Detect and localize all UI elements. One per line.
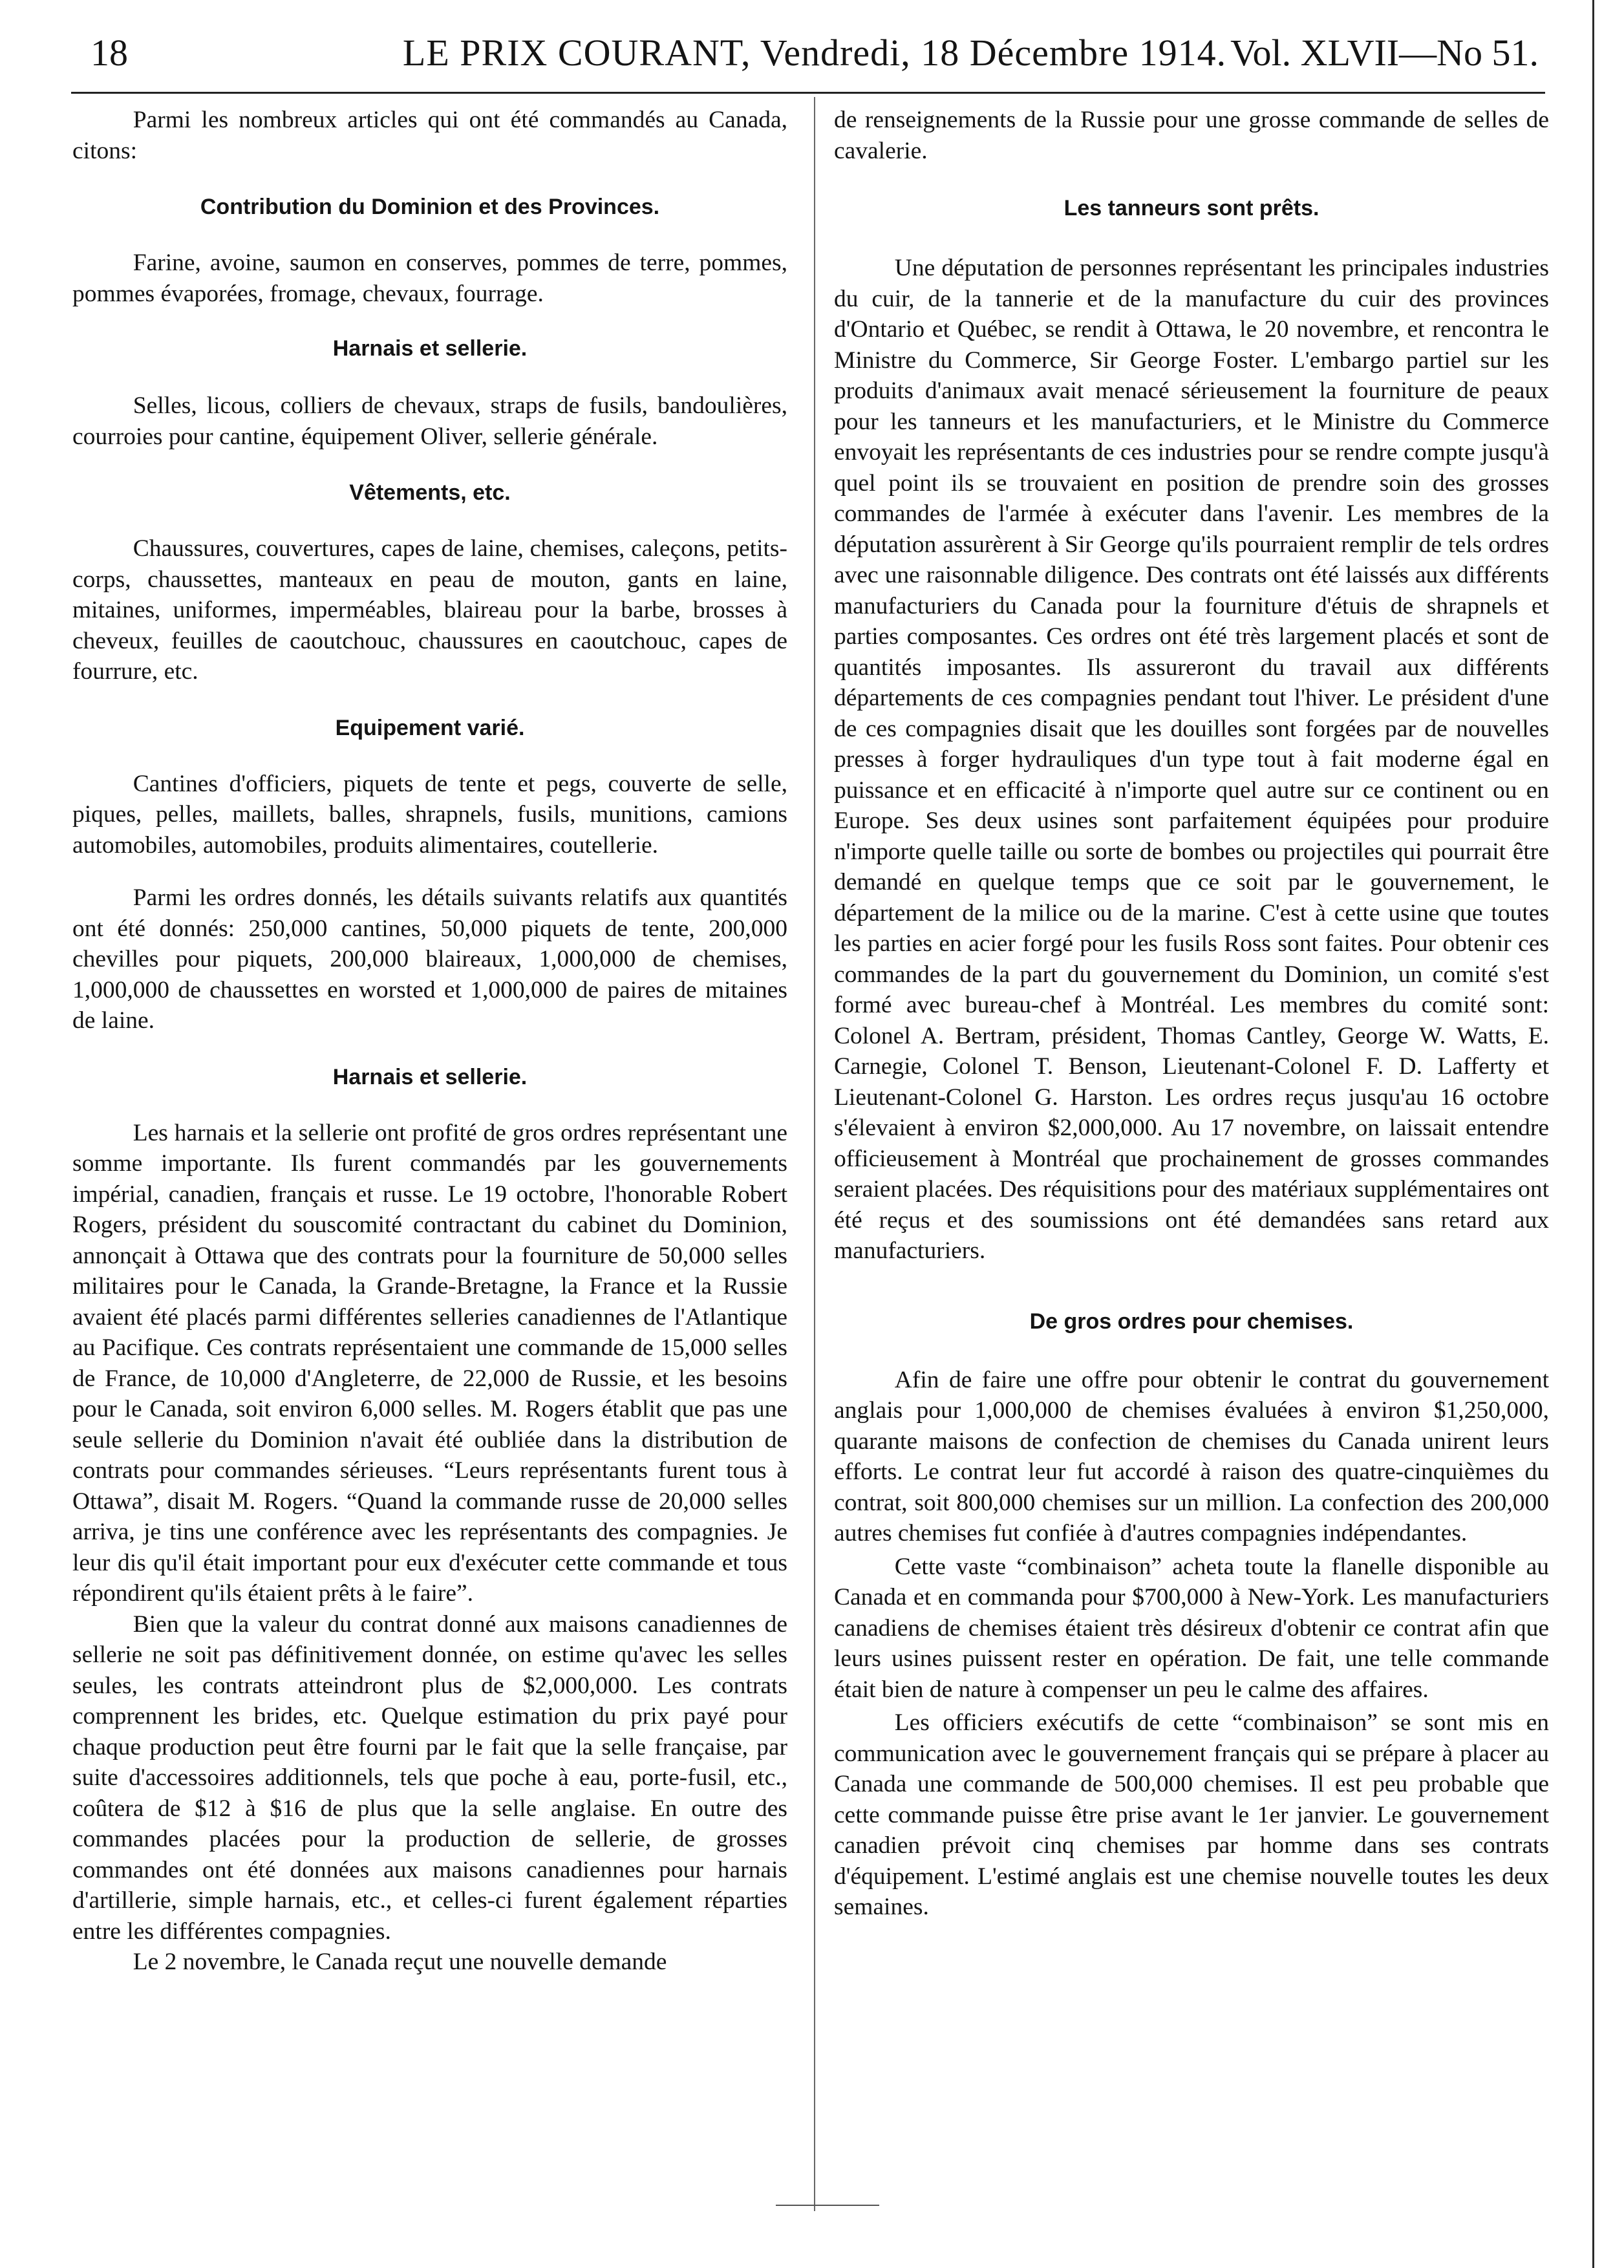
paragraph: Les officiers exécutifs de cette “combinaison” se sont mis en communication avec le gouvernement français qui se prépare à placer au Canada une commande de 500,000 chemises. Il est peu probable que cette commande puisse être prise avant le 1er janvier. Le gouvernement canadien prévoit cinq chemises par homme dans ses contrats d'équipement. L'estimé anglais est une chemise nouvelle toutes les deux semaines. <box>834 1709 1549 1920</box>
header-rule <box>71 92 1545 94</box>
bottom-rule <box>776 2205 879 2206</box>
page-header <box>91 31 1539 83</box>
section-heading: De gros ordres pour chemises. <box>1029 1309 1354 1334</box>
page-number: 18 <box>91 32 128 74</box>
page-edge-line <box>1592 0 1594 2268</box>
paragraph: Cantines d'officiers, piquets de tente et pegs, couverte de selle, piques, pelles, maillets, balles, shrapnels, fusils, munitions, camions automobiles, automobiles, produits alimentaires, coutellerie. <box>72 770 787 859</box>
left-column <box>72 105 787 1978</box>
paragraph: Les harnais et la sellerie ont profité de gros ordres représentant une somme importante. Ils furent commandés par les gouvernements impérial, canadien, français et russe. Le 19 octobre, l'honorable Robert Rogers, président du souscomité contractant du cabinet du Dominion, annonçait à Ottawa que des contrats pour la fourniture de 50,000 selles militaires pour le Canada, la Grande-Bretagne, la France et la Russie avaient été placés parmi différentes selleries canadiennes de l'Atlantique au Pacifique. Ces contrats représentaient une commande de 15,000 selles de France, de 10,000 d'Angleterre, de 22,000 de Russie, et les besoins pour le Canada, soit environ 6,000 selles. M. Rogers établit que pas une seule sellerie du Dominion n'avait été oubliée dans la distribution de contrats pour commandes sérieuses. “Leurs représentants furent tous à Ottawa”, disait M. Rogers. “Quand la commande russe de 20,000 selles arriva, je tins une conférence avec les représentants des compagnies. Je leur dis qu'il était important pour eux d'exécuter cette commande et tous répondirent qu'ils étaient prêts à le faire”. <box>72 1119 787 1607</box>
section-heading: Contribution du Dominion et des Provinces. <box>200 195 660 219</box>
section-heading: Equipement varié. <box>335 715 525 740</box>
section-heading: Vêtements, etc. <box>349 480 511 505</box>
column-divider <box>814 97 815 2211</box>
paragraph: de renseignements de la Russie pour une grosse commande de selles de cavalerie. <box>834 107 1549 164</box>
paragraph: Le 2 novembre, le Canada reçut une nouvelle demande <box>133 1949 667 1975</box>
right-column <box>834 105 1549 1923</box>
paragraph: Cette vaste “combinaison” acheta toute la flanelle disponible au Canada et en commanda pour $700,000 à New-York. Les manufacturiers canadiens de chemises étaient très désireux d'obtenir ce contrat afin que leurs usines puissent rester en opération. De fait, une telle commande était bien de nature à compenser un peu le calme des affaires. <box>834 1553 1549 1703</box>
section-heading: Harnais et sellerie. <box>332 336 528 361</box>
running-title: LE PRIX COURANT, Vendredi, 18 Décembre 1914. <box>402 32 1227 74</box>
volume-number: Vol. XLVII—No 51. <box>1230 32 1539 74</box>
paragraph: Bien que la valeur du contrat donné aux maisons canadiennes de sellerie ne soit pas définitivement donnée, on estime qu'avec les selles seules, les contrats atteindront plus de $2,000,000. Les contrats comprennent les brides, etc. Quelque estimation du prix payé pour chaque production peut être fourni par le fait que la selle française, par suite d'accessoires additionnels, tels que poche à eau, porte-fusil, etc., coûtera de $12 à $16 de plus que la selle anglaise. En outre des commandes placées pour la production de sellerie, de grosses commandes ont été données aux maisons canadiennes pour harnais d'artillerie, simple harnais, etc., et celles-ci furent également réparties entre les différentes compagnies. <box>72 1610 787 1945</box>
paragraph: Chaussures, couvertures, capes de laine, chemises, caleçons, petits-corps, chaussettes, manteaux en peau de mouton, gants en laine, mitaines, uniformes, imperméables, blaireau pour la barbe, brosses à cheveux, feuilles de caoutchouc, chaussures en caoutchouc, capes de fourrure, etc. <box>72 535 787 685</box>
section-heading: Harnais et sellerie. <box>332 1064 528 1089</box>
paragraph: Afin de faire une offre pour obtenir le contrat du gouvernement anglais pour 1,000,000 de chemises évaluées à environ $1,250,000, quarante maisons de confection de chemises du Canada unirent leurs efforts. Le contrat leur fut accordé à raison des quatre-cinquièmes du contrat, soit 800,000 chemises sur un million. La confection des 200,000 autres chemises fut confiée à d'autres compagnies indépendantes. <box>834 1366 1549 1546</box>
paragraph: Farine, avoine, saumon en conserves, pommes de terre, pommes, pommes évaporées, fromage, chevaux, fourrage. <box>72 250 787 307</box>
paragraph: Parmi les nombreux articles qui ont été commandés au Canada, citons: <box>72 107 787 164</box>
paragraph: Une députation de personnes représentant les principales industries du cuir, de la tannerie et de la manufacture du cuir des provinces d'Ontario et Québec, se rendit à Ottawa, le 20 novembre, et rencontra le Ministre du Commerce, Sir George Foster. L'embargo partiel sur les produits d'animaux avait menacé sérieusement la fourniture de peaux pour les tanneurs et les manufacturiers, et le Ministre du Commerce envoyait les représentants de ces industries pour se rendre compte jusqu'à quel point ils se trouvaient en position de prendre soin des grosses commandes de l'armée à exécuter dans l'avenir. Les membres de la députation assurèrent à Sir George qu'ils pourraient remplir de tels ordres avec une raisonnable diligence. Des contrats ont été laissés aux différents manufacturiers du Canada pour la fourniture d'étuis de shrapnels et parties composantes. Ces ordres ont été très largement placés et sont de quantités imposantes. Ils assureront du travail aux différents départements de ces compagnies pendant tout l'hiver. Le président d'une de ces compagnies disait que les douilles sont forgées par de nouvelles presses à forger hydrauliques d'un type tout à fait moderne égal en puissance et en efficacité à n'importe quel autre sur ce continent ou en Europe. Ses deux usines sont parfaitement équipées pour produire n'importe quelle taille ou sorte de bombes ou projectiles qui pourrait être demandé en quelque temps que ce soit par le gouvernement, le département de la milice ou de la marine. C'est à cette usine que toutes les parties en acier forgé pour les fusils Ross sont faites. Pour obtenir ces commandes de la part du gouvernement du Dominion, un comité s'est formé avec bureau-chef à Montréal. Les membres du comité sont: Colonel A. Bertram, président, Thomas Cantley, George W. Watts, E. Carnegie, Colonel T. Benson, Lieutenant-Colonel F. D. Lafferty et Lieutenant-Colonel G. Harston. Les ordres reçus jusqu'au 16 octobre s'élevaient à environ $2,000,000. Au 17 novembre, on laissait entendre officieusement à Montréal que prochainement de grosses commandes seraient placées. Des réquisitions pour des matériaux supplémentaires ont été reçus et des soumissions ont été demandées sans retard aux manufacturiers. <box>834 255 1549 1264</box>
paragraph: Selles, licous, colliers de chevaux, straps de fusils, bandoulières, courroies pour cantine, équipement Oliver, sellerie générale. <box>72 392 787 450</box>
section-heading: Les tanneurs sont prêts. <box>1063 196 1320 220</box>
paragraph: Parmi les ordres donnés, les détails suivants relatifs aux quantités ont été donnés: 250,000 cantines, 50,000 piquets de tente, 200,000 chevilles pour piquets, 200,000 blaireaux, 1,000,000 de chemises, 1,000,000 de chaussettes en worsted et 1,000,000 de paires de mitaines de laine. <box>72 884 787 1034</box>
